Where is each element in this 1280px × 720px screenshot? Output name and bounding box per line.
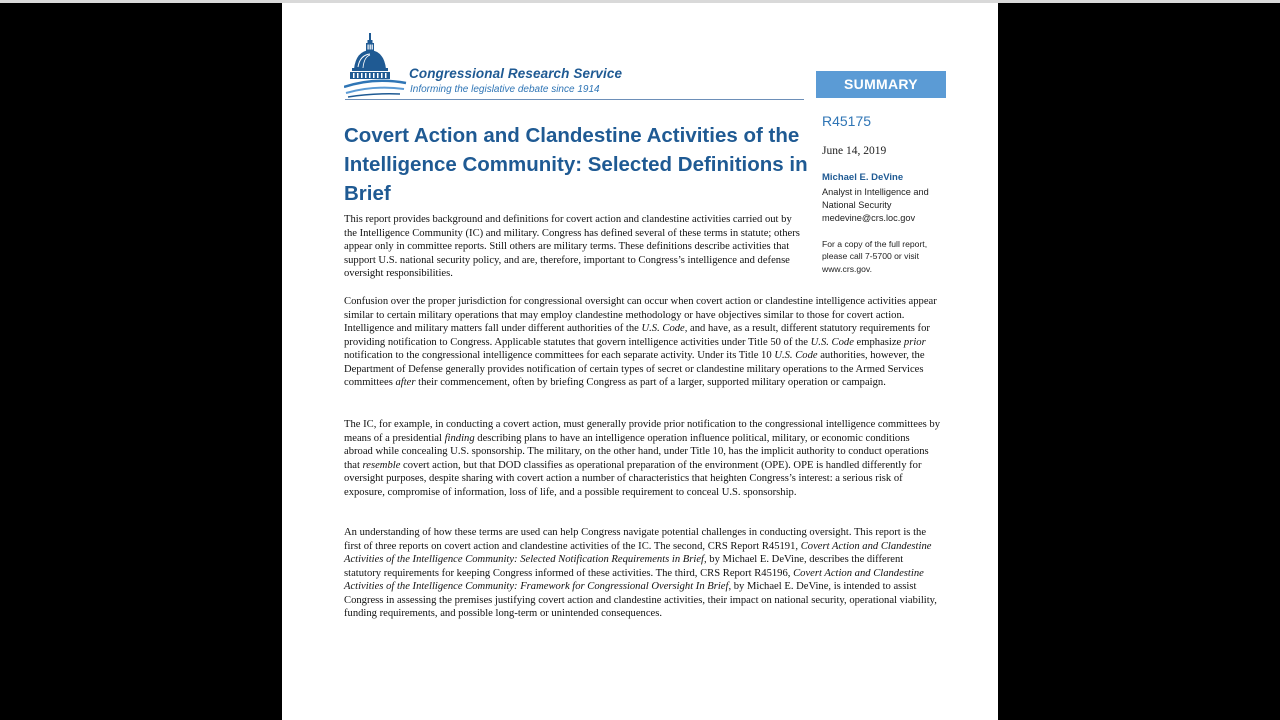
author-details <box>822 186 952 224</box>
author-email: medevine@crs.loc.gov <box>822 212 916 223</box>
report-title: Covert Action and Clandestine Activities of the Intelligence Community: Selected Definitions in Brief <box>344 124 808 205</box>
summary-paragraph-2: Confusion over the proper jurisdiction for congressional oversight can occur when covert action or clandestine intelligence activities appear similar to certain military operations that may employ clandestine methodology or have objectives similar to those for covert action. Intelligence and military matters fall under different authorities of the U.S. Code, and have, as a result, different statutory requirements for providing notification to Congress. Applicable statutes that govern intelligence activities under Title 50 of the U.S. Code emphasize prior notification to the congressional intelligence committees for each separate activity. Under its Title 10 U.S. Code authorities, however, the Department of Defense generally provides notification of certain types of secret or clandestine military operations to the Armed Services committees after their commencement, often by briefing Congress as part of a larger, supported military operation or campaign. <box>344 296 937 388</box>
summary-label: SUMMARY <box>816 71 946 98</box>
capitol-dome-logo-icon <box>344 31 414 101</box>
author-name: Michael E. DeVine <box>822 172 904 183</box>
summary-paragraph-4: An understanding of how these terms are used can help Congress navigate potential challenges in conducting oversight. This report is the first of three reports on covert action and clandestine activities of the IC. The second, CRS Report R45191, Covert Action and Clandestine Activities of the Intelligence Community: Selected Notification Requirements in Brief, by Michael E. DeVine, describes the different statutory requirements for keeping Congress informed of these activities. The third, CRS Report R45196, Covert Action and Clandestine Activities of the Intelligence Community: Framework for Congressional Oversight In Brief, by Michael E. DeVine, is intended to assist Congress in assessing the premises justifying covert action and clandestine activities, their impact on national security, operational viability, funding requirements, and possible long-term or unintended consequences. <box>344 527 937 619</box>
summary-paragraph-1: This report provides background and definitions for covert action and clandestine activities carried out by the Intelligence Community (IC) and military. Congress has defined several of these terms in statute; others appear only in committee reports. Still others are military terms. These definitions describe activities that support U.S. national security policy, and are, therefore, important to Congress’s intelligence and defense oversight responsibilities. <box>344 214 800 279</box>
author-title-line2: National Security <box>822 199 892 210</box>
summary-paragraph-3: The IC, for example, in conducting a covert action, must generally provide prior notification to the congressional intelligence committees by means of a presidential finding describing plans to have an intelligence operation influence political, military, or economic conditions abroad while concealing U.S. sponsorship. The military, on the other hand, under Title 10, has the implicit authority to conduct operations that resemble covert action, but that DOD classifies as operational preparation of the environment (OPE). OPE is handled differently for oversight purposes, despite sharing with covert action a number of characteristics that heighten Congress’s interest: a serious risk of exposure, compromise of information, loss of life, and a possible requirement to conceal U.S. sponsorship. <box>344 419 941 498</box>
report-date: June 14, 2019 <box>822 145 887 157</box>
document-page <box>282 3 998 720</box>
copy-request-note: For a copy of the full report, please call 7-5700 or visit www.crs.gov. <box>822 239 928 274</box>
author-title-line1: Analyst in Intelligence and <box>822 187 929 197</box>
organization-tagline: Informing the legislative debate since 1914 <box>410 84 600 95</box>
organization-name: Congressional Research Service <box>409 66 623 81</box>
header-divider <box>345 99 804 100</box>
report-number: R45175 <box>822 113 872 129</box>
